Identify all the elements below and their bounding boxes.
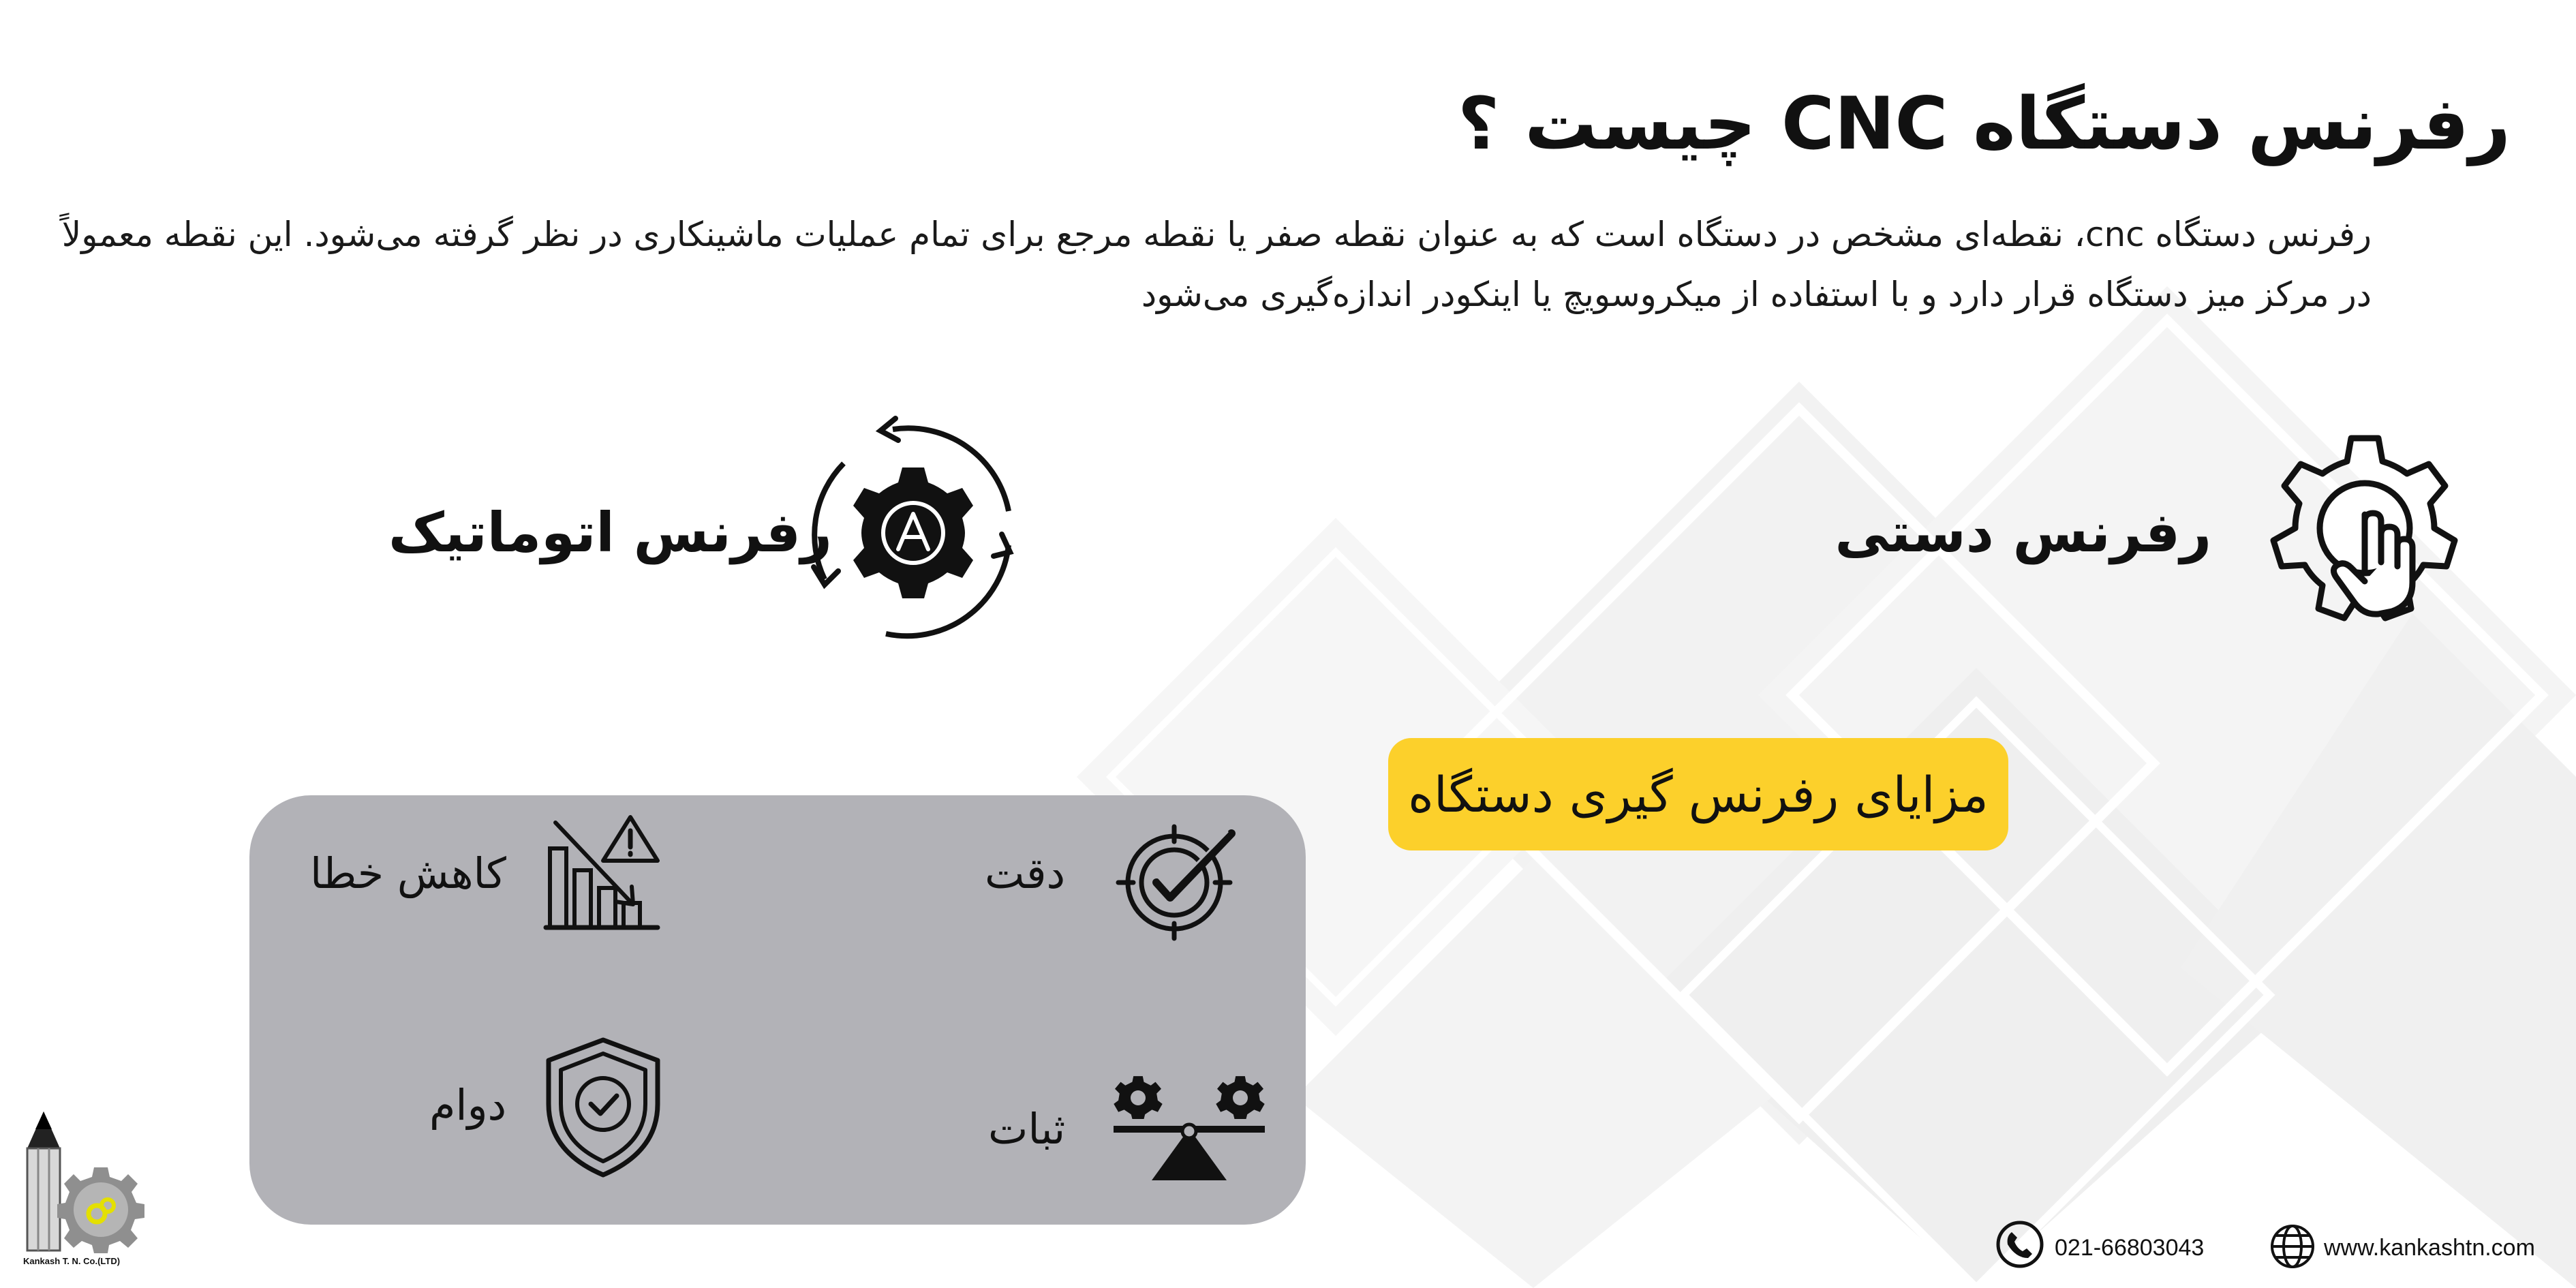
paragraph-line-1: رفرنس دستگاه cnc، نقطه‌ای مشخص در دستگاه است که به عنوان نقطه صفر یا نقطه مرجع برای تمام عملیات ماشینکاری در نظر گرفته می‌شود. این نقطه معمولاً — [61, 215, 2372, 254]
benefit-accuracy-label: دقت — [985, 848, 1066, 898]
logo-caption: Kankash T. N. Co.(LTD) — [23, 1256, 121, 1266]
paragraph-line-2: در مرکز میز دستگاه قرار دارد و با استفاده از میکروسویچ یا اینکودر اندازه‌گیری می‌شود — [1141, 275, 2372, 314]
automatic-reference-label: رفرنس اتوماتیک — [388, 501, 832, 564]
benefit-error-reduction-label: کاهش خطا — [310, 848, 506, 898]
page-title: رفرنس دستگاه CNC چیست ؟ — [1457, 82, 2511, 166]
globe-icon — [2269, 1223, 2316, 1270]
intro-paragraph — [61, 204, 2372, 324]
footer-website[interactable]: www.kankashtn.com — [2324, 1235, 2535, 1261]
phone-icon — [1995, 1220, 2044, 1269]
hand-gear-icon — [2263, 426, 2467, 630]
balance-gears-icon — [1111, 1063, 1268, 1186]
declining-chart-warning-icon — [542, 814, 664, 930]
target-check-icon — [1114, 814, 1244, 944]
benefits-button[interactable]: مزایای رفرنس گیری دستگاه — [1388, 738, 2008, 850]
benefit-durability-label: دوام — [429, 1080, 507, 1130]
shield-check-icon — [542, 1036, 664, 1179]
pencil-gear-logo-icon — [20, 1107, 147, 1264]
manual-reference-label: رفرنس دستی — [1835, 501, 2211, 564]
auto-gear-cycle-icon — [804, 416, 1022, 641]
benefit-stability-label: ثبات — [988, 1104, 1066, 1154]
footer-phone[interactable]: 021-66803043 — [2055, 1235, 2205, 1261]
